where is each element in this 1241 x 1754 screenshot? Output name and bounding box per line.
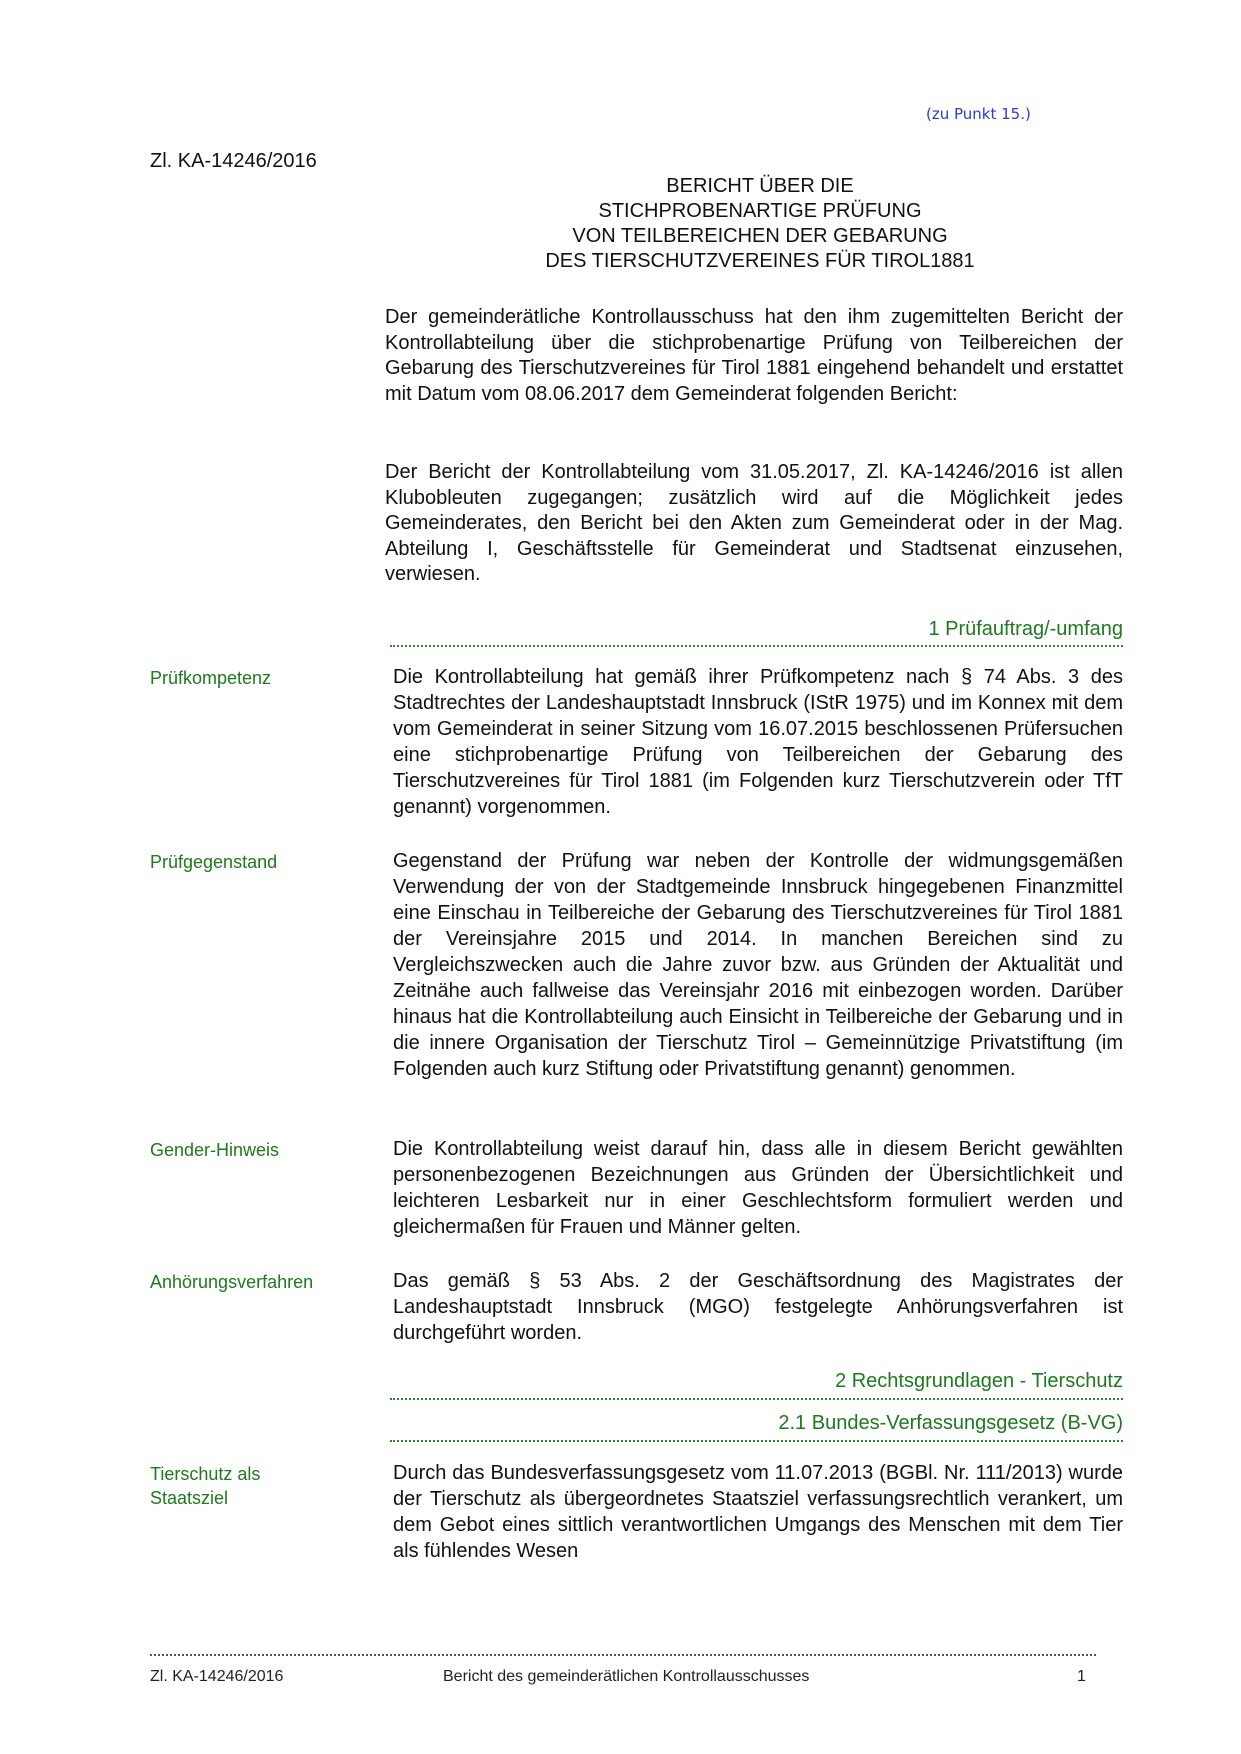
page-number: 1 [1077, 1668, 1086, 1685]
title-line: BERICHT ÜBER DIE [666, 175, 854, 197]
side-label-tierschutz-staatsziel [150, 1462, 260, 1510]
side-label-gender-hinweis: Gender-Hinweis [150, 1140, 280, 1160]
title-line: STICHPROBENARTIGE PRÜFUNG [598, 200, 922, 222]
footer-title: Bericht des gemeinderätlichen Kontrollausschusses [443, 1668, 810, 1685]
paragraph-anhoerungsverfahren: Das gemäß § 53 Abs. 2 der Geschäftsordnung des Magistrates der Landeshauptstadt Innsbruck (MGO) festgelegte Anhörungsverfahren ist durchgeführt worden. [393, 1270, 1123, 1344]
side-label-line: Tierschutz als [150, 1464, 261, 1484]
footer-reference: Zl. KA-14246/2016 [150, 1668, 284, 1685]
paragraph-tierschutz-staatsziel: Durch das Bundesverfassungsgesetz vom 11.07.2013 (BGBl. Nr. 111/2013) wurde der Tierschutz als übergeordnetes Staatsziel verfassungsrechtlich verankert, um dem Gebot eines sittlich verantwortlichen Umgangs des Menschen mit dem Tier als fühlendes Wesen [393, 1462, 1123, 1562]
title-line: DES TIERSCHUTZVEREINES FÜR TIROL1881 [545, 250, 975, 272]
side-label-line: Staatsziel [150, 1488, 229, 1508]
paragraph-pruefgegenstand: Gegenstand der Prüfung war neben der Kontrolle der widmungsgemäßen Verwendung der von der Stadtgemeinde Innsbruck hingegebenen Finanzmittel eine Einschau in Teilbereiche der Gebarung des Tierschutzvereines für Tirol 1881 der Vereinsjahre 2015 und 2014. In manchen Bereichen sind zu Vergleichszwecken auch die Jahre zuvor bzw. aus Gründen der Aktualität und Zeitnähe auch fallweise das Vereinsjahr 2016 mit einbezogen worden. Darüber hinaus hat die Kontrollabteilung auch Einsicht in Teilbereiche der Gebarung und in die innere Organisation der Tierschutz Tirol – Gemeinnützige Privatstiftung (im Folgenden auch kurz Stiftung oder Privatstiftung genannt) genommen. [393, 850, 1123, 1080]
footer-rule [150, 1654, 1096, 1656]
section-1-rule [390, 645, 1123, 647]
side-label-pruefgegenstand: Prüfgegenstand [150, 852, 278, 872]
intro-paragraph-1: Der gemeinderätliche Kontrollausschuss hat den ihm zugemittelten Bericht der Kontrollabteilung über die stichprobenartige Prüfung von Teilbereichen der Gebarung des Tierschutzvereines für Tirol 1881 eingehend behandelt und erstattet mit Datum vom 08.06.2017 dem Gemeinderat folgenden Bericht: [385, 306, 1123, 405]
section-2-1-heading: 2.1 Bundes-Verfassungsgesetz (B-VG) [778, 1412, 1123, 1434]
section-2-1-rule [390, 1440, 1123, 1442]
title-line: VON TEILBEREICHEN DER GEBARUNG [572, 225, 948, 247]
side-label-pruefkompetenz: Prüfkompetenz [150, 668, 272, 688]
report-title [370, 174, 1150, 274]
section-1-heading: 1 Prüfauftrag/-umfang [928, 618, 1123, 640]
section-2-rule [390, 1398, 1123, 1400]
reference-number: Zl. KA-14246/2016 [150, 150, 317, 172]
agenda-note: (zu Punkt 15.) [926, 105, 1031, 123]
paragraph-gender-hinweis: Die Kontrollabteilung weist darauf hin, dass alle in diesem Bericht gewählten personenbezogenen Bezeichnungen aus Gründen der Übersichtlichkeit und leichteren Lesbarkeit nur in einer Geschlechtsform formuliert werden und gleichermaßen für Frauen und Männer gelten. [393, 1138, 1123, 1238]
side-label-anhoerungsverfahren: Anhörungsverfahren [150, 1272, 314, 1292]
intro-paragraph-2: Der Bericht der Kontrollabteilung vom 31.05.2017, Zl. KA-14246/2016 ist allen Klubobleuten zugegangen; zusätzlich wird auf die Möglichkeit jedes Gemeinderates, den Bericht bei den Akten zum Gemeinderat oder in der Mag. Abteilung I, Geschäftsstelle für Gemeinderat und Stadtsenat einzusehen, verwiesen. [385, 461, 1123, 585]
section-2-heading: 2 Rechtsgrundlagen - Tierschutz [835, 1370, 1123, 1392]
paragraph-pruefkompetenz: Die Kontrollabteilung hat gemäß ihrer Prüfkompetenz nach § 74 Abs. 3 des Stadtrechtes der Landeshauptstadt Innsbruck (IStR 1975) und im Konnex mit dem vom Gemeinderat in seiner Sitzung vom 16.07.2015 beschlossenen Prüfersuchen eine stichprobenartige Prüfung von Teilbereichen der Gebarung des Tierschutzvereines für Tirol 1881 (im Folgenden kurz Tierschutzverein oder TfT genannt) vorgenommen. [393, 666, 1123, 818]
